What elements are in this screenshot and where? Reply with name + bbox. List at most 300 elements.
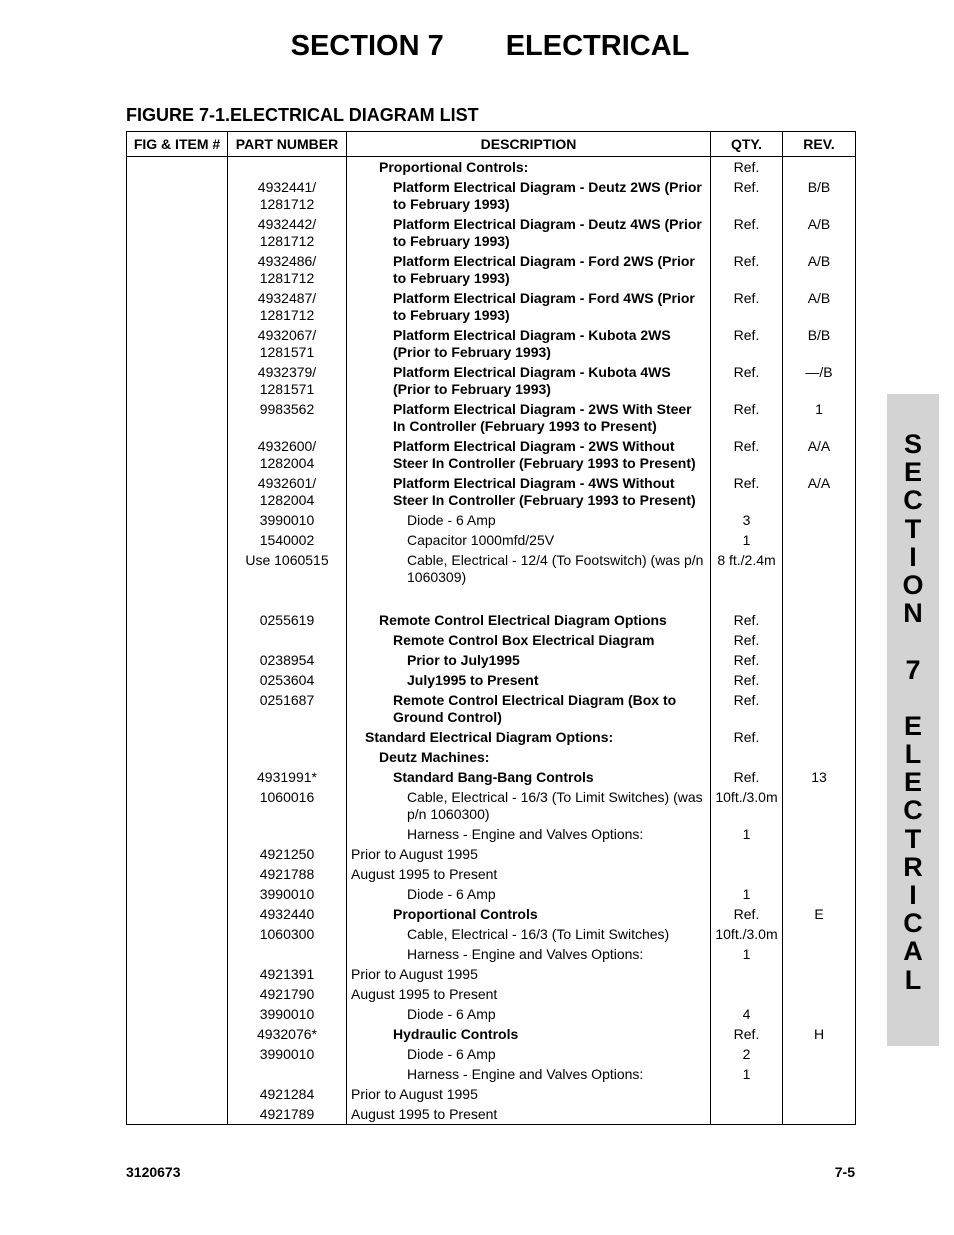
rev-cell: [783, 1084, 856, 1104]
qty-cell: Ref.: [711, 727, 783, 747]
table-row: [127, 690, 856, 727]
description-text: Capacitor 1000mfd/25V: [407, 532, 555, 548]
fig-item-cell: [127, 964, 228, 984]
rev-cell: [783, 727, 856, 747]
qty-cell: 10ft./3.0m: [711, 924, 783, 944]
col-header-fig: FIG & ITEM #: [127, 132, 228, 157]
table-header-row: [127, 132, 856, 157]
description-text: Platform Electrical Diagram - Ford 4WS (Prior to February 1993): [393, 290, 695, 323]
description-text: Platform Electrical Diagram - Ford 2WS (Prior to February 1993): [393, 253, 695, 286]
side-tab-letter: 7: [905, 654, 921, 685]
description-cell: [347, 864, 711, 884]
qty-cell: 1: [711, 884, 783, 904]
page-title: [0, 30, 954, 63]
side-tab-letter: [887, 684, 939, 712]
rev-cell: [783, 690, 856, 727]
table-row: [127, 1024, 856, 1044]
side-tab-letter: N: [903, 598, 923, 629]
diagram-list-table: [126, 131, 856, 1125]
table-row: [127, 214, 856, 251]
side-tab-letter: [887, 627, 939, 655]
description-text: Platform Electrical Diagram - 2WS With Steer In Controller (February 1993 to Present): [393, 401, 692, 434]
description-text: Proportional Controls: [393, 906, 538, 922]
qty-cell: Ref.: [711, 670, 783, 690]
table-row: [127, 177, 856, 214]
rev-cell: [783, 610, 856, 630]
rev-cell: [783, 884, 856, 904]
fig-item-cell: [127, 399, 228, 436]
rev-cell: A/A: [783, 473, 856, 510]
description-text: Deutz Machines:: [379, 749, 490, 765]
description-cell: [347, 964, 711, 984]
qty-cell: [711, 1084, 783, 1104]
table-row: [127, 362, 856, 399]
table-row: [127, 157, 856, 178]
fig-item-cell: [127, 1104, 228, 1125]
part-number-cell: 3990010: [228, 1004, 347, 1024]
part-number-cell: 9983562: [228, 399, 347, 436]
description-cell: [347, 1084, 711, 1104]
description-cell: [347, 650, 711, 670]
fig-item-cell: [127, 510, 228, 530]
spacer-cell: [127, 587, 228, 610]
table-row: [127, 844, 856, 864]
table-row: [127, 727, 856, 747]
description-text: July1995 to Present: [407, 672, 539, 688]
qty-cell: Ref.: [711, 436, 783, 473]
description-text: Cable, Electrical - 12/4 (To Footswitch) (was p/n 1060309): [407, 552, 704, 585]
spacer-cell: [783, 587, 856, 610]
part-number-cell: 4921789: [228, 1104, 347, 1125]
qty-cell: Ref.: [711, 767, 783, 787]
fig-item-cell: [127, 747, 228, 767]
description-text: Prior to August 1995: [351, 1086, 478, 1102]
table-row: [127, 288, 856, 325]
qty-cell: 8 ft./2.4m: [711, 550, 783, 587]
qty-cell: [711, 844, 783, 864]
fig-item-cell: [127, 473, 228, 510]
rev-cell: H: [783, 1024, 856, 1044]
fig-item-cell: [127, 670, 228, 690]
description-cell: [347, 984, 711, 1004]
qty-cell: Ref.: [711, 325, 783, 362]
qty-cell: [711, 747, 783, 767]
part-number-cell: [228, 727, 347, 747]
description-cell: [347, 787, 711, 824]
side-tab-letter: T: [904, 513, 922, 544]
description-cell: [347, 1044, 711, 1064]
qty-cell: Ref.: [711, 650, 783, 670]
description-cell: [347, 550, 711, 587]
side-tab-letter: L: [904, 739, 922, 770]
part-number-cell: 4932600/ 1282004: [228, 436, 347, 473]
description-cell: [347, 530, 711, 550]
part-number-cell: [228, 157, 347, 178]
description-cell: [347, 1064, 711, 1084]
table-row: [127, 824, 856, 844]
table-row: [127, 473, 856, 510]
part-number-cell: 4921790: [228, 984, 347, 1004]
rev-cell: B/B: [783, 177, 856, 214]
description-text: Hydraulic Controls: [393, 1026, 519, 1042]
rev-cell: [783, 984, 856, 1004]
qty-cell: Ref.: [711, 251, 783, 288]
table-row: [127, 630, 856, 650]
description-text: Platform Electrical Diagram - Deutz 4WS (Prior to February 1993): [393, 216, 702, 249]
fig-item-cell: [127, 1064, 228, 1084]
rev-cell: [783, 530, 856, 550]
part-number-cell: 4932076*: [228, 1024, 347, 1044]
part-number-cell: 4932442/ 1281712: [228, 214, 347, 251]
fig-item-cell: [127, 844, 228, 864]
table-row: [127, 884, 856, 904]
rev-cell: A/B: [783, 288, 856, 325]
side-tab-letter: L: [904, 964, 922, 995]
qty-cell: 3: [711, 510, 783, 530]
description-cell: [347, 747, 711, 767]
qty-cell: Ref.: [711, 904, 783, 924]
spacer-cell: [347, 587, 711, 610]
side-tab-letter: E: [903, 710, 922, 741]
description-text: Prior to August 1995: [351, 846, 478, 862]
description-cell: [347, 1004, 711, 1024]
description-cell: [347, 727, 711, 747]
qty-cell: Ref.: [711, 1024, 783, 1044]
part-number-cell: 4932486/ 1281712: [228, 251, 347, 288]
rev-cell: E: [783, 904, 856, 924]
table-row: [127, 530, 856, 550]
rev-cell: [783, 550, 856, 587]
rev-cell: —/B: [783, 362, 856, 399]
figure-title: FIGURE 7-1.ELECTRICAL DIAGRAM LIST: [126, 105, 479, 125]
rev-cell: [783, 944, 856, 964]
qty-cell: [711, 1104, 783, 1125]
qty-cell: 1: [711, 944, 783, 964]
page-number: 7-5: [834, 1164, 855, 1180]
fig-item-cell: [127, 1084, 228, 1104]
col-header-part: PART NUMBER: [228, 132, 347, 157]
part-number-cell: 4932067/ 1281571: [228, 325, 347, 362]
rev-cell: 13: [783, 767, 856, 787]
side-tab-letter: R: [903, 851, 923, 882]
table-row: [127, 650, 856, 670]
fig-item-cell: [127, 864, 228, 884]
fig-item-cell: [127, 727, 228, 747]
description-text: Remote Control Box Electrical Diagram: [393, 632, 655, 648]
rev-cell: [783, 1104, 856, 1125]
description-text: Platform Electrical Diagram - Kubota 2WS (Prior to February 1993): [393, 327, 671, 360]
fig-item-cell: [127, 251, 228, 288]
qty-cell: 1: [711, 1064, 783, 1084]
fig-item-cell: [127, 436, 228, 473]
qty-cell: Ref.: [711, 288, 783, 325]
spacer-cell: [228, 587, 347, 610]
fig-item-cell: [127, 362, 228, 399]
rev-cell: [783, 157, 856, 178]
rev-cell: [783, 510, 856, 530]
fig-item-cell: [127, 530, 228, 550]
description-cell: [347, 1024, 711, 1044]
description-cell: [347, 924, 711, 944]
side-tab-letter: I: [909, 541, 917, 572]
col-header-rev: REV.: [783, 132, 856, 157]
part-number-cell: 0238954: [228, 650, 347, 670]
description-cell: [347, 944, 711, 964]
fig-item-cell: [127, 610, 228, 630]
side-tab-letter: A: [903, 936, 923, 967]
description-text: August 1995 to Present: [351, 986, 498, 1002]
rev-cell: [783, 787, 856, 824]
description-text: Platform Electrical Diagram - Kubota 4WS (Prior to February 1993): [393, 364, 671, 397]
table-row: [127, 924, 856, 944]
table-row: [127, 1064, 856, 1084]
description-cell: [347, 473, 711, 510]
fig-item-cell: [127, 650, 228, 670]
fig-item-cell: [127, 924, 228, 944]
col-header-qty: QTY.: [711, 132, 783, 157]
rev-cell: [783, 1044, 856, 1064]
fig-item-cell: [127, 157, 228, 178]
qty-cell: [711, 864, 783, 884]
part-number-cell: 0253604: [228, 670, 347, 690]
table-row: [127, 944, 856, 964]
part-number-cell: 3990010: [228, 510, 347, 530]
fig-item-cell: [127, 787, 228, 824]
table-row: [127, 436, 856, 473]
fig-item-cell: [127, 1004, 228, 1024]
document-number: 3120673: [126, 1164, 181, 1180]
qty-cell: 4: [711, 1004, 783, 1024]
description-text: Platform Electrical Diagram - 4WS Without Steer In Controller (February 1993 to Present): [393, 475, 696, 508]
part-number-cell: 4921788: [228, 864, 347, 884]
side-tab-letter: C: [903, 485, 923, 516]
side-tab-letter: E: [903, 767, 922, 798]
rev-cell: [783, 1004, 856, 1024]
side-tab-letter: T: [904, 823, 922, 854]
table-row: [127, 864, 856, 884]
rev-cell: A/B: [783, 251, 856, 288]
part-number-cell: 4932487/ 1281712: [228, 288, 347, 325]
part-number-cell: Use 1060515: [228, 550, 347, 587]
description-text: Remote Control Electrical Diagram (Box to Ground Control): [393, 692, 677, 725]
table-row: [127, 767, 856, 787]
description-text: Harness - Engine and Valves Options:: [407, 946, 644, 962]
part-number-cell: 1060300: [228, 924, 347, 944]
table-row: [127, 610, 856, 630]
side-tab-letter: C: [903, 795, 923, 826]
description-cell: [347, 214, 711, 251]
col-header-description: DESCRIPTION: [347, 132, 711, 157]
description-text: August 1995 to Present: [351, 1106, 498, 1122]
description-text: Cable, Electrical - 16/3 (To Limit Switches): [407, 926, 670, 942]
rev-cell: [783, 747, 856, 767]
table-row: [127, 510, 856, 530]
qty-cell: Ref.: [711, 157, 783, 178]
fig-item-cell: [127, 904, 228, 924]
description-cell: [347, 177, 711, 214]
description-text: Standard Electrical Diagram Options:: [365, 729, 614, 745]
description-cell: [347, 251, 711, 288]
description-text: Remote Control Electrical Diagram Options: [379, 612, 667, 628]
rev-cell: [783, 844, 856, 864]
fig-item-cell: [127, 1044, 228, 1064]
rev-cell: [783, 670, 856, 690]
part-number-cell: 1540002: [228, 530, 347, 550]
description-cell: [347, 844, 711, 864]
fig-item-cell: [127, 325, 228, 362]
description-cell: [347, 362, 711, 399]
description-text: Platform Electrical Diagram - 2WS Without Steer In Controller (February 1993 to Present): [393, 438, 696, 471]
description-text: Prior to July1995: [407, 652, 520, 668]
fig-item-cell: [127, 214, 228, 251]
table-row: [127, 964, 856, 984]
table-row: [127, 251, 856, 288]
side-tab-letter: C: [903, 908, 923, 939]
rev-cell: B/B: [783, 325, 856, 362]
description-text: Standard Bang-Bang Controls: [393, 769, 594, 785]
side-tab-letter: S: [903, 429, 922, 459]
section-number: SECTION 7: [290, 30, 444, 62]
side-tab-letter: O: [902, 569, 924, 600]
qty-cell: 10ft./3.0m: [711, 787, 783, 824]
part-number-cell: 4932601/ 1282004: [228, 473, 347, 510]
part-number-cell: [228, 824, 347, 844]
fig-item-cell: [127, 550, 228, 587]
description-text: Diode - 6 Amp: [407, 512, 496, 528]
description-cell: [347, 288, 711, 325]
description-text: Prior to August 1995: [351, 966, 478, 982]
description-text: Diode - 6 Amp: [407, 1046, 496, 1062]
description-text: Harness - Engine and Valves Options:: [407, 1066, 644, 1082]
rev-cell: 1: [783, 399, 856, 436]
fig-item-cell: [127, 1024, 228, 1044]
table-row: [127, 984, 856, 1004]
description-cell: [347, 670, 711, 690]
part-number-cell: [228, 1064, 347, 1084]
table-row: [127, 1104, 856, 1125]
description-cell: [347, 904, 711, 924]
part-number-cell: 4921284: [228, 1084, 347, 1104]
description-text: Diode - 6 Amp: [407, 1006, 496, 1022]
rev-cell: [783, 924, 856, 944]
rev-cell: A/B: [783, 214, 856, 251]
part-number-cell: 1060016: [228, 787, 347, 824]
qty-cell: 1: [711, 824, 783, 844]
description-cell: [347, 510, 711, 530]
section-title: ELECTRICAL: [505, 30, 690, 62]
fig-item-cell: [127, 944, 228, 964]
qty-cell: Ref.: [711, 473, 783, 510]
part-number-cell: 4931991*: [228, 767, 347, 787]
side-tab-letters: [887, 430, 939, 994]
part-number-cell: 3990010: [228, 1044, 347, 1064]
qty-cell: Ref.: [711, 214, 783, 251]
description-text: Platform Electrical Diagram - Deutz 2WS (Prior to February 1993): [393, 179, 702, 212]
spacer-cell: [711, 587, 783, 610]
fig-item-cell: [127, 288, 228, 325]
description-cell: [347, 630, 711, 650]
rev-cell: [783, 1064, 856, 1084]
part-number-cell: 0255619: [228, 610, 347, 630]
description-cell: [347, 1104, 711, 1125]
table-row: [127, 399, 856, 436]
table-row: [127, 670, 856, 690]
qty-cell: Ref.: [711, 610, 783, 630]
fig-item-cell: [127, 884, 228, 904]
fig-item-cell: [127, 630, 228, 650]
table-row: [127, 550, 856, 587]
diagram-list-table-wrapper: [126, 131, 855, 1125]
fig-item-cell: [127, 984, 228, 1004]
table-row: [127, 1084, 856, 1104]
part-number-cell: [228, 944, 347, 964]
table-row: [127, 747, 856, 767]
rev-cell: [783, 650, 856, 670]
qty-cell: Ref.: [711, 399, 783, 436]
description-cell: [347, 325, 711, 362]
fig-item-cell: [127, 824, 228, 844]
section-side-tab: [887, 394, 939, 1046]
qty-cell: Ref.: [711, 362, 783, 399]
qty-cell: [711, 964, 783, 984]
part-number-cell: 4921391: [228, 964, 347, 984]
description-cell: [347, 610, 711, 630]
rev-cell: A/A: [783, 436, 856, 473]
side-tab-letter: E: [903, 457, 922, 488]
rev-cell: [783, 630, 856, 650]
fig-item-cell: [127, 690, 228, 727]
description-cell: [347, 824, 711, 844]
description-text: August 1995 to Present: [351, 866, 498, 882]
qty-cell: Ref.: [711, 630, 783, 650]
qty-cell: Ref.: [711, 177, 783, 214]
table-row: [127, 1004, 856, 1024]
table-row: [127, 1044, 856, 1064]
part-number-cell: 4932440: [228, 904, 347, 924]
table-row: [127, 325, 856, 362]
description-text: Proportional Controls:: [379, 159, 529, 175]
description-cell: [347, 157, 711, 178]
rev-cell: [783, 864, 856, 884]
description-cell: [347, 767, 711, 787]
description-text: Cable, Electrical - 16/3 (To Limit Switches) (was p/n 1060300): [407, 789, 703, 822]
description-cell: [347, 436, 711, 473]
table-body: [127, 157, 856, 1125]
description-text: Harness - Engine and Valves Options:: [407, 826, 644, 842]
table-row: [127, 587, 856, 610]
table-row: [127, 787, 856, 824]
description-cell: [347, 399, 711, 436]
qty-cell: 1: [711, 530, 783, 550]
rev-cell: [783, 964, 856, 984]
part-number-cell: [228, 747, 347, 767]
part-number-cell: 4921250: [228, 844, 347, 864]
qty-cell: Ref.: [711, 690, 783, 727]
fig-item-cell: [127, 177, 228, 214]
description-cell: [347, 884, 711, 904]
part-number-cell: 4932379/ 1281571: [228, 362, 347, 399]
qty-cell: [711, 984, 783, 1004]
part-number-cell: 4932441/ 1281712: [228, 177, 347, 214]
description-cell: [347, 690, 711, 727]
part-number-cell: [228, 630, 347, 650]
table-row: [127, 904, 856, 924]
side-tab-letter: I: [909, 880, 917, 910]
qty-cell: 2: [711, 1044, 783, 1064]
fig-item-cell: [127, 767, 228, 787]
part-number-cell: 3990010: [228, 884, 347, 904]
rev-cell: [783, 824, 856, 844]
